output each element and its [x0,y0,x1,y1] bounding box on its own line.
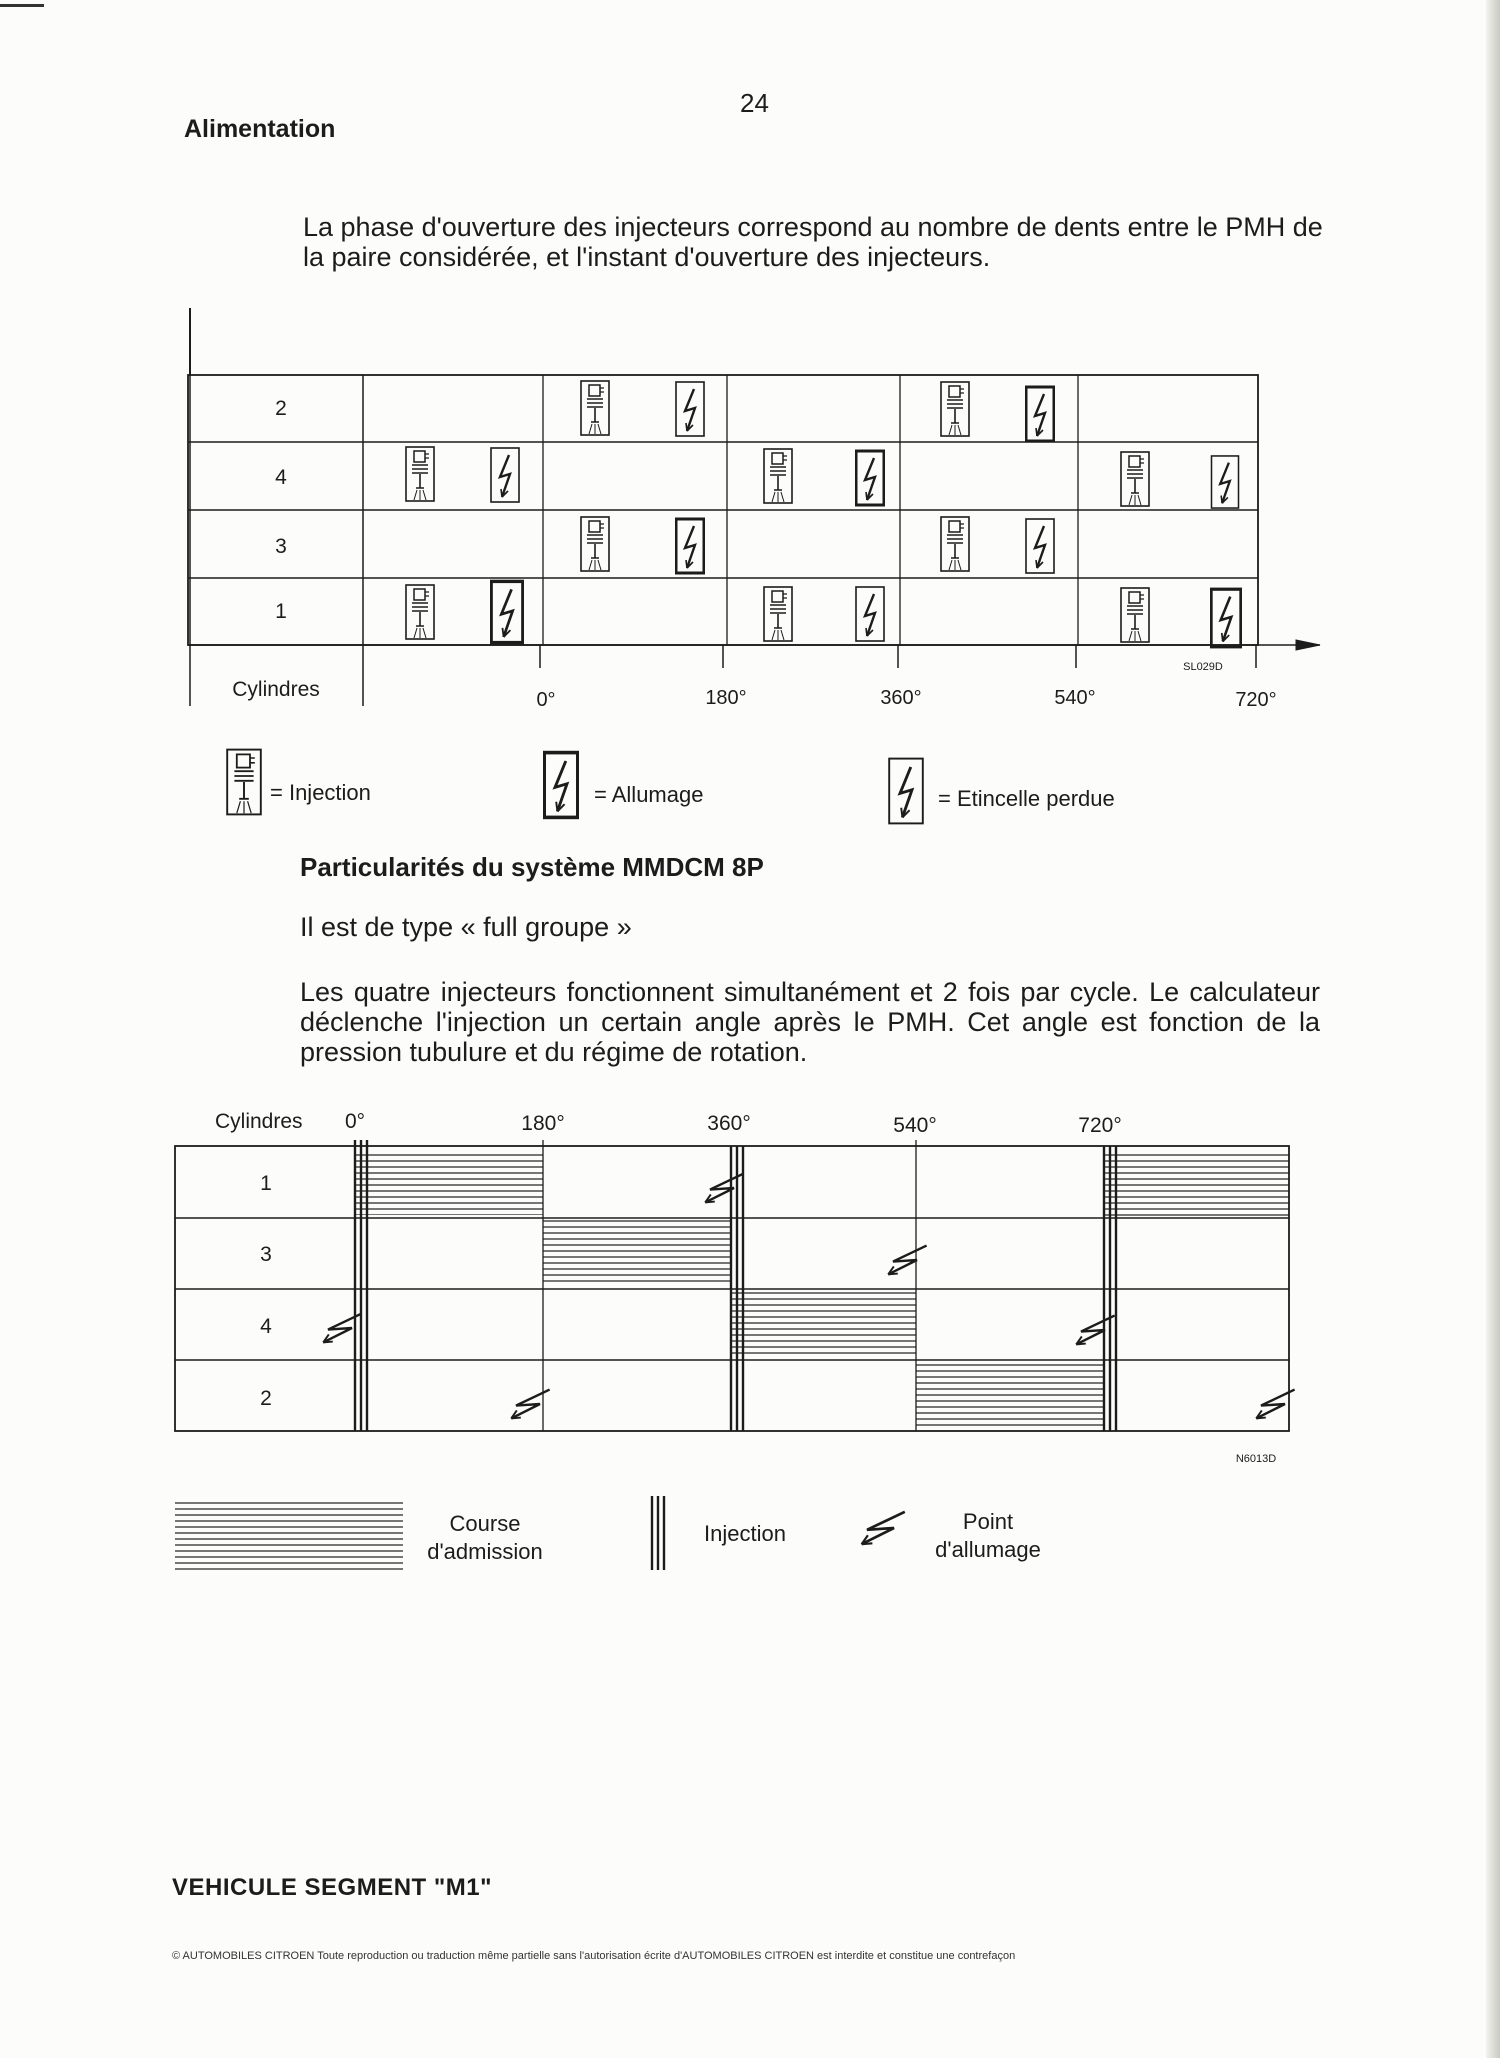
legend-intake-swatch [175,1498,403,1570]
description-paragraph: Les quatre injecteurs fonctionnent simultanément et 2 fois par cycle. Le calculateur déclenche l'injection un certain angle après le PMH. Cet angle est fonction de la pression tubulure et du régime de rotation. [300,977,1320,1067]
d1-cyl-label: 1 [275,600,287,623]
page-number: 24 [740,88,769,118]
d1-angle: 540° [1054,687,1096,709]
d2-angle: 720° [1078,1114,1122,1137]
spark-icon [889,759,923,824]
injector-icon [764,449,792,503]
spark-icon [676,519,704,573]
spark-icon [1026,387,1054,441]
legend-allumage: = Allumage [594,782,704,807]
spark-icon [1026,519,1054,573]
ignition-bolt-icon [511,1390,549,1419]
legend-allumage-1: Point [962,1509,1014,1534]
d2-angle: 540° [893,1114,937,1137]
ignition-bolt-icon [888,1246,926,1275]
spark-icon [856,587,884,641]
legend-injection-swatch [652,1496,664,1570]
d1-ref-code: SL029D [1183,661,1223,673]
d1-angle: 180° [705,687,747,709]
spark-icon [1211,589,1241,647]
legend-etincelle: = Etincelle perdue [938,786,1115,811]
ignition-bolt-icon [862,1512,905,1544]
legend-course-2: d'admission [427,1539,543,1564]
d1-axis-label: Cylindres [232,678,320,701]
diagram2-legend [175,1496,1041,1570]
diagram1-legend [227,750,1115,824]
type-line: Il est de type « full groupe » [300,912,632,942]
d1-angle: 720° [1235,689,1277,711]
section-title: Alimentation [184,115,336,143]
d1-angle: 360° [880,687,922,709]
spark-icon [491,581,523,642]
injector-icon [581,517,609,571]
injector-icon [581,381,609,435]
injector-icon [941,517,969,571]
d2-ref-code: N6013D [1235,1453,1277,1465]
d2-cyl-label: 4 [260,1315,272,1338]
diagram2-header [215,1110,1122,1137]
spark-icon [856,451,884,505]
injector-icon [227,750,261,815]
diagram1-symbols [406,381,1241,647]
d1-cyl-label: 2 [275,397,287,420]
diagram1-angle-labels [536,661,1276,711]
spark-icon [676,382,704,436]
d2-cyl-label: 2 [260,1387,272,1410]
d2-angle: 0° [344,1110,366,1133]
d1-angle: 0° [536,689,556,711]
diagram1-grid [188,308,1320,706]
copyright-notice: © AUTOMOBILES CITROEN Toute reproduction ou traduction même partielle sans l'autorisation écrite d'AUTOMOBILES CITROEN est interdite et constitue une contrefaçon [172,1950,1016,1962]
injector-icon [1121,588,1149,642]
spark-icon [491,448,519,502]
injector-icon [406,447,434,501]
d1-cyl-label: 4 [275,466,287,489]
spark-icon [544,753,578,818]
spark-icon [1212,456,1239,508]
d2-angle: 180° [521,1112,565,1135]
d2-axis-label: Cylindres [215,1110,303,1133]
d1-cyl-label: 3 [275,535,287,558]
footer-segment: VEHICULE SEGMENT "M1" [172,1874,492,1901]
subheading: Particularités du système MMDCM 8P [300,852,764,882]
intro-paragraph: La phase d'ouverture des injecteurs correspond au nombre de dents entre le PMH de la paire considérée, et l'instant d'ouverture des injecteurs. [303,212,1323,272]
injector-icon [406,585,434,639]
legend-injection: = Injection [270,780,371,805]
legend-injection: Injection [704,1521,786,1546]
legend-allumage-2: d'allumage [935,1537,1041,1562]
d2-cyl-label: 1 [260,1172,272,1195]
legend-course-1: Course [449,1511,521,1536]
injector-icon [764,587,792,641]
injector-icon [1121,452,1149,506]
injector-icon [941,382,969,436]
d2-cyl-label: 3 [260,1243,272,1266]
d2-angle: 360° [707,1112,751,1135]
